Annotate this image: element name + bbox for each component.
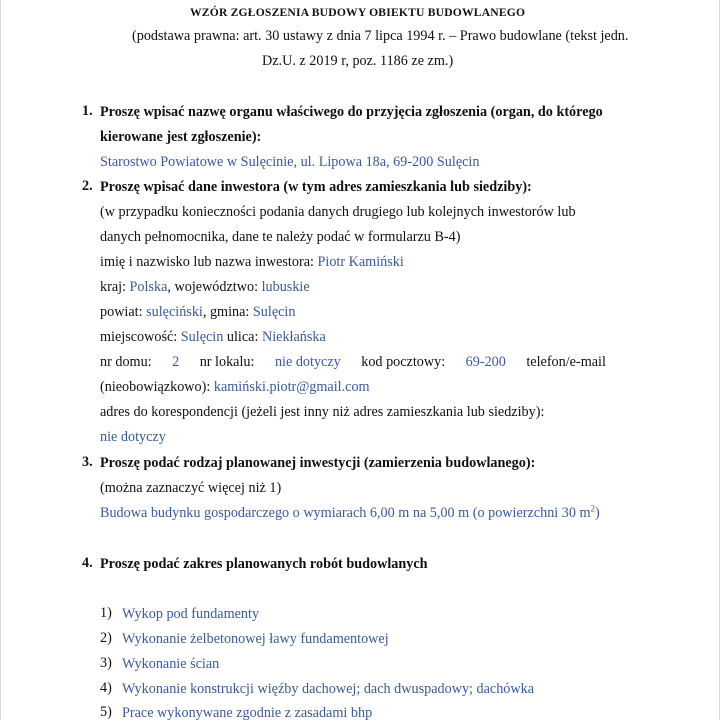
correspondence-value: nie dotyczy <box>100 429 166 445</box>
section-3-answer-superscript: 2 <box>590 503 596 514</box>
town-label: miejscowość: <box>100 329 178 345</box>
section-2-number: 2. <box>82 178 93 194</box>
flat-label: nr lokalu: <box>199 354 255 370</box>
correspondence-label: adres do korespondencji (jeżeli jest inny niż adres zamieszkania lub siedziby): <box>100 404 545 420</box>
section-2-note-line-2: danych pełnomocnika, dane te należy podać w formularzu B-4) <box>100 229 461 245</box>
commune-value: Sulęcin <box>252 304 296 320</box>
work-item-text: Wykonanie konstrukcji więźby dachowej; dach dwuspadowy; dachówka <box>122 681 535 697</box>
email-value: kamiński.piotr@gmail.com <box>213 379 370 395</box>
contact-row <box>100 378 370 396</box>
legal-basis-line-2: Dz.U. z 2019 r, poz. 1186 ze zm.) <box>262 53 454 69</box>
investor-name-row <box>100 253 404 271</box>
section-3-answer-text: Budowa budynku gospodarczego o wymiarach 6,00 m na 5,00 m (o powierzchni 30 m <box>100 505 591 521</box>
postal-label: kod pocztowy: <box>361 354 446 370</box>
voivodeship-value: lubuskie <box>261 279 310 295</box>
county-label: powiat: <box>100 304 143 320</box>
flat-value: nie dotyczy <box>274 354 341 370</box>
town-row <box>100 328 326 346</box>
section-4-heading: Proszę podać zakres planowanych robót budowlanych <box>100 556 428 572</box>
work-item-text: Wykonanie ścian <box>122 656 220 672</box>
optional-label: (nieobowiązkowo): <box>100 379 211 395</box>
postal-value: 69-200 <box>465 354 506 370</box>
town-value: Sulęcin <box>180 329 224 345</box>
section-3-number: 3. <box>82 454 93 470</box>
work-item-text: Prace wykonywane zgodnie z zasadami bhp <box>122 705 373 721</box>
work-item-number: 3) <box>100 655 112 671</box>
phone-label: telefon/e-mail <box>526 354 606 370</box>
work-item-text: Wykop pod fundamenty <box>122 606 260 622</box>
work-item-number: 5) <box>100 704 112 720</box>
legal-basis-line-1: (podstawa prawna: art. 30 ustawy z dnia 7 lipca 1994 r. – Prawo budowlane (tekst jedn. <box>132 28 629 44</box>
page-border-left <box>0 0 1 720</box>
voivodeship-label: , województwo: <box>167 279 259 295</box>
work-item-number: 4) <box>100 680 112 696</box>
section-4-number: 4. <box>82 555 93 571</box>
section-3-answer <box>100 504 600 522</box>
section-1-number: 1. <box>82 103 93 119</box>
work-item-text: Wykonanie żelbetonowej ławy fundamentowej <box>122 631 389 647</box>
section-2-heading: Proszę wpisać dane inwestora (w tym adres zamieszkania lub siedziby): <box>100 179 532 195</box>
country-value: Polska <box>129 279 168 295</box>
section-1-heading-line-2: kierowane jest zgłoszenie): <box>100 129 262 145</box>
investor-name-value: Piotr Kamiński <box>317 254 404 270</box>
county-row <box>100 303 295 321</box>
address-details-row <box>100 353 606 371</box>
section-2-note-line-1: (w przypadku konieczności podania danych drugiego lub kolejnych inwestorów lub <box>100 204 576 220</box>
country-row <box>100 278 310 296</box>
investor-name-label: imię i nazwisko lub nazwa inwestora: <box>100 254 314 270</box>
house-value: 2 <box>172 354 180 370</box>
section-1-heading-line-1: Proszę wpisać nazwę organu właściwego do przyjęcia zgłoszenia (organ, do którego <box>100 104 603 120</box>
county-value: sulęciński <box>146 304 203 320</box>
section-3-note: (można zaznaczyć więcej niż 1) <box>100 480 282 496</box>
street-label: ulica: <box>226 329 259 345</box>
work-item-number: 1) <box>100 605 112 621</box>
work-item-number: 2) <box>100 630 112 646</box>
country-label: kraj: <box>100 279 126 295</box>
commune-label: , gmina: <box>202 304 250 320</box>
house-label: nr domu: <box>100 354 152 370</box>
section-1-answer: Starostwo Powiatowe w Sulęcinie, ul. Lipowa 18a, 69-200 Sulęcin <box>100 154 480 170</box>
section-3-heading: Proszę podać rodzaj planowanej inwestycji (zamierzenia budowlanego): <box>100 455 536 471</box>
section-3-answer-end: ) <box>595 505 600 521</box>
document-title: WZÓR ZGŁOSZENIA BUDOWY OBIEKTU BUDOWLANEGO <box>190 6 526 19</box>
street-value: Niekłańska <box>261 329 326 345</box>
